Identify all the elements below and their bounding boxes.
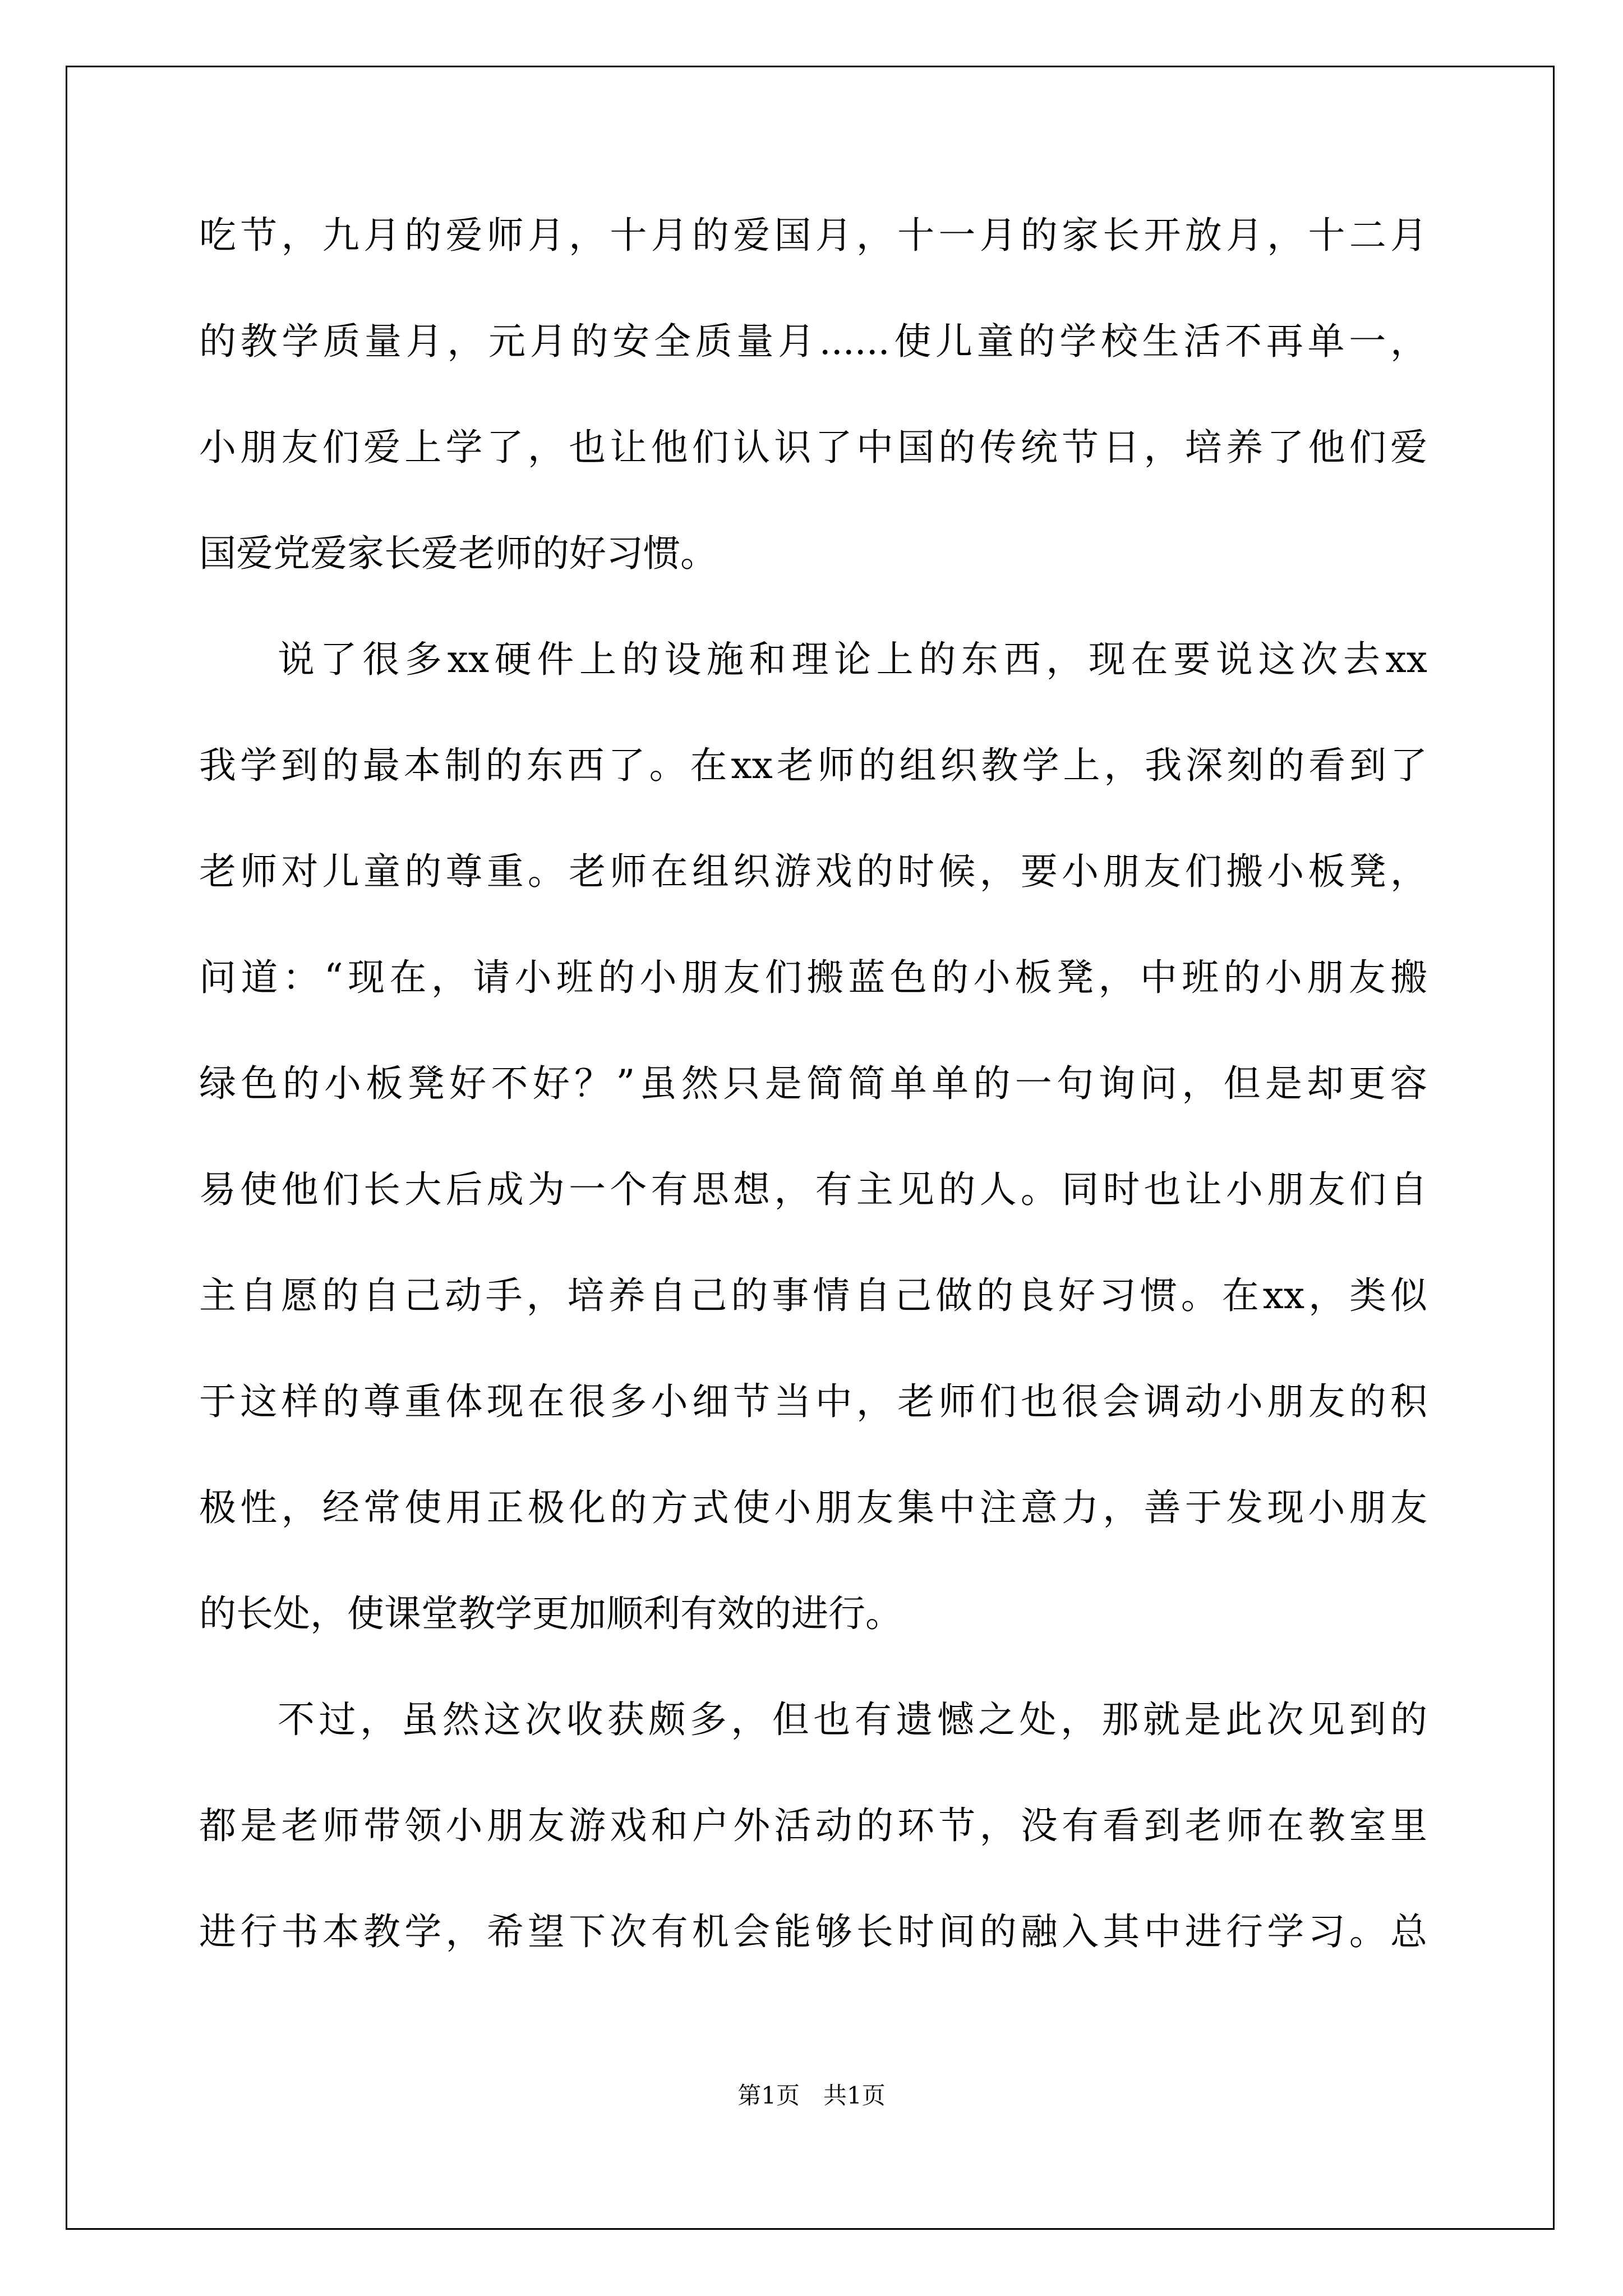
paragraph-3 bbox=[199, 1696, 1427, 2014]
text-line: 易使他们长大后成为一个有思想，有主见的人。同时也让小朋友们自 bbox=[199, 1168, 1427, 1211]
text-line: 进行书本教学，希望下次有机会能够长时间的融入其中进行学习。总 bbox=[199, 1910, 1427, 1953]
text-line: 都是老师带领小朋友游戏和户外活动的环节，没有看到老师在教室里 bbox=[199, 1804, 1427, 1847]
text-line: 我学到的最本制的东西了。在xx老师的组织教学上，我深刻的看到了 bbox=[199, 744, 1427, 787]
text-line: 问道：“现在，请小班的小朋友们搬蓝色的小板凳，中班的小朋友搬 bbox=[199, 956, 1427, 999]
page-number-footer: 第1页 共1页 bbox=[737, 2082, 886, 2109]
paragraph-2 bbox=[199, 636, 1427, 1696]
paragraph-1 bbox=[199, 212, 1427, 636]
text-line: 小朋友们爱上学了，也让他们认识了中国的传统节日，培养了他们爱 bbox=[199, 426, 1427, 469]
text-line: 老师对儿童的尊重。老师在组织游戏的时候，要小朋友们搬小板凳， bbox=[199, 850, 1427, 893]
text-line: 的教学质量月，元月的安全质量月......使儿童的学校生活不再单一， bbox=[199, 320, 1427, 363]
text-line: 说了很多xx硬件上的设施和理论上的东西，现在要说这次去xx bbox=[278, 638, 1427, 681]
text-line: 的长处，使课堂教学更加顺利有效的进行。 bbox=[199, 1592, 902, 1635]
text-line: 于这样的尊重体现在很多小细节当中，老师们也很会调动小朋友的积 bbox=[199, 1380, 1427, 1423]
text-line: 绿色的小板凳好不好？”虽然只是简简单单的一句询问，但是却更容 bbox=[199, 1062, 1427, 1105]
text-line: 吃节，九月的爱师月，十月的爱国月，十一月的家长开放月，十二月 bbox=[199, 214, 1427, 257]
text-line: 国爱党爱家长爱老师的好习惯。 bbox=[199, 532, 717, 575]
text-line: 不过，虽然这次收获颇多，但也有遗憾之处，那就是此次见到的 bbox=[278, 1698, 1427, 1741]
text-line: 主自愿的自己动手，培养自己的事情自己做的良好习惯。在xx，类似 bbox=[199, 1274, 1427, 1317]
document-body bbox=[199, 212, 1427, 2014]
text-line: 极性，经常使用正极化的方式使小朋友集中注意力，善于发现小朋友 bbox=[199, 1486, 1427, 1529]
